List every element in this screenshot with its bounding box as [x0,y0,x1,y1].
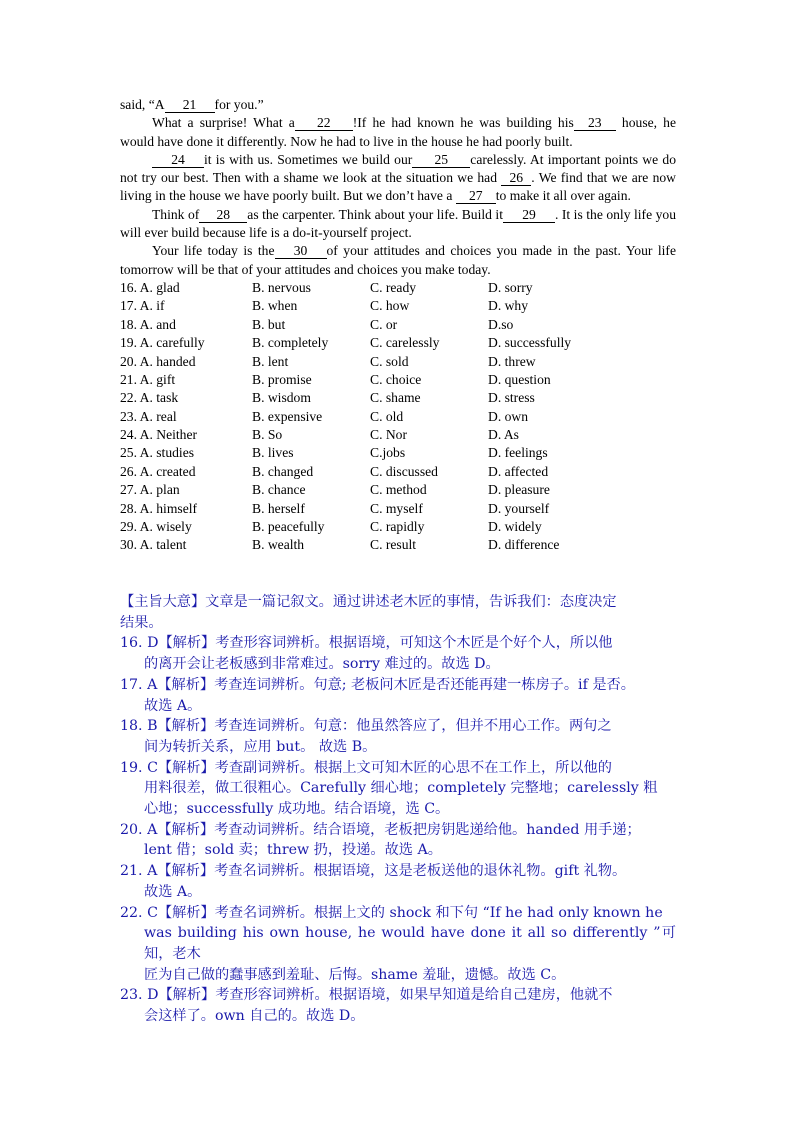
option-c: C. carelessly [370,335,440,351]
option-d: D. why [488,298,529,314]
option-c: C. result [370,537,417,553]
option-d: D. own [488,408,529,424]
option-b: B. but [252,316,286,332]
passage-paragraph-2 [120,151,676,206]
option-b: B. peacefully [252,519,325,535]
text: it is with us. Sometimes we build our [204,151,413,167]
text: for you.” [214,97,264,112]
explanation-18 [120,716,676,757]
option-row [120,279,676,297]
line: 21. A【解析】考查名词辨析。根据语境，这是老板送他的退休礼物。gift 礼物。 [120,863,627,880]
blank-28: 28 [199,208,247,223]
option-row [120,518,676,536]
line: was building his own house, he would have done it all so differently ”可知，老木 [144,925,676,962]
option-row [120,297,676,315]
explanation-20 [120,820,676,861]
option-a: 19. A. carefully [120,335,205,351]
text: . It is the only life you will ever build because life is a do-it-yourself project. [120,206,676,241]
option-row [120,408,676,426]
option-c: C. sold [370,353,409,369]
option-d: D. pleasure [488,482,550,498]
text: said, “A [120,97,165,112]
explanation-23 [120,985,676,1026]
text: What a surprise! What a [152,115,295,131]
passage-paragraph-1 [120,114,676,151]
line: 16. D【解析】考查形容词辨析。根据语境，可知这个木匠是个好个人，所以他 [120,635,613,652]
option-a: 30. A. talent [120,537,187,553]
option-row [120,316,676,334]
option-d: D. successfully [488,335,572,351]
line: 用料很差，做工很粗心。Carefully 细心地；completely 完整地；carelessly 粗 [144,780,658,797]
text: . We find that we are now living in the house we have poorly built. But we don’t have a [120,170,676,204]
line: 间为转折关系，应用 but。 故选 B。 [144,738,377,755]
option-c: C. choice [370,371,422,387]
line: 故选 A。 [144,883,202,900]
blank-22: 22 [295,116,353,131]
option-b: B. So [252,427,283,443]
option-row [120,371,676,389]
text: as the carpenter. Think about your life. Build it [247,206,503,222]
option-b: B. completely [252,335,329,351]
text: !If he had known he was building his [352,115,574,131]
line: 的离开会让老板感到非常难过。sorry 难过的。故选 D。 [144,656,500,673]
option-row [120,481,676,499]
passage [120,96,676,555]
passage-paragraph-4 [120,242,676,279]
blank-24: 24 [152,153,204,168]
option-b: B. wealth [252,537,305,553]
option-d: D. affected [488,463,549,479]
explanations [120,592,676,1027]
option-a: 25. A. studies [120,445,195,461]
option-a: 17. A. if [120,298,165,314]
explanation-17 [120,675,676,716]
line: 心地；successfully 成功地。结合语境，选 C。 [144,801,450,818]
option-a: 29. A. wisely [120,519,192,535]
option-a: 26. A. created [120,463,196,479]
option-d: D. threw [488,353,536,369]
explanation-19 [120,758,676,820]
option-row [120,389,676,407]
line: 22. C【解析】考查名词辨析。根据上文的 shock 和下句 “If he had only known he [120,904,663,921]
line: 17. A【解析】考查连词辨析。句意; 老板问木匠是否还能再建一栋房子。if 是否。 [120,676,635,693]
option-b: B. herself [252,500,305,516]
option-d: D. As [488,427,519,443]
option-d: D. sorry [488,279,533,295]
option-d: D.so [488,316,514,332]
line: 20. A【解析】考查动词辨析。结合语境，老板把房钥匙递给他。handed 用手递； [120,821,641,838]
options-list [120,279,676,555]
option-b: B. chance [252,482,306,498]
option-a: 28. A. himself [120,500,198,516]
option-a: 21. A. gift [120,371,176,387]
option-row [120,500,676,518]
option-a: 24. A. Neither [120,427,198,443]
option-c: C. ready [370,279,417,295]
option-d: D. question [488,371,551,387]
option-row [120,536,676,554]
option-row [120,463,676,481]
option-c: C. method [370,482,427,498]
option-a: 27. A. plan [120,482,180,498]
option-d: D. widely [488,519,542,535]
option-a: 23. A. real [120,408,177,424]
option-c: C. discussed [370,463,438,479]
line: 会这样了。own 自己的。故选 D。 [144,1008,365,1025]
line: 23. D【解析】考查形容词辨析。根据语境，如果早知道是给自己建房，他就不 [120,987,613,1004]
blank-21: 21 [165,98,215,113]
option-b: B. lent [252,353,289,369]
blank-30: 30 [275,244,327,259]
blank-27: 27 [456,189,496,204]
option-c: C. or [370,316,398,332]
explanation-16 [120,633,676,674]
option-d: D. difference [488,537,560,553]
option-b: B. nervous [252,279,311,295]
explanation-21 [120,861,676,902]
text: Your life today is the [152,243,275,259]
option-c: C. rapidly [370,519,425,535]
option-a: 18. A. and [120,316,176,332]
blank-29: 29 [503,208,555,223]
explanation-22 [120,903,676,986]
option-b: B. changed [252,463,314,479]
line: 【主旨大意】文章是一篇记叙文。通过讲述老木匠的事情，告诉我们：态度决定 [120,594,617,610]
option-c: C. how [370,298,410,314]
option-c: C. Nor [370,427,408,443]
option-a: 16. A. glad [120,279,180,295]
line: lent 借；sold 卖；threw 扔，投递。故选 A。 [144,842,442,859]
option-row [120,444,676,462]
option-row [120,426,676,444]
text: house, he would have done it differently. Now he had to live in the house he had poorly built. [120,115,676,149]
option-d: D. feelings [488,445,548,461]
blank-26: 26 [501,171,531,186]
option-row [120,353,676,371]
line: 18. B【解析】考查连词辨析。句意：他虽然答应了，但并不用心工作。两句之 [120,718,612,735]
main-idea [120,592,676,633]
line: 结果。 [120,614,163,631]
passage-line-0 [120,96,676,114]
blank-23: 23 [574,116,616,131]
text: Think of [152,206,200,222]
option-b: B. expensive [252,408,323,424]
option-b: B. lives [252,445,294,461]
option-c: C. shame [370,390,421,406]
option-b: B. wisdom [252,390,311,406]
line: 19. C【解析】考查副词辨析。根据上文可知木匠的心思不在工作上，所以他的 [120,759,612,776]
option-row [120,334,676,352]
option-b: B. when [252,298,298,314]
option-a: 22. A. task [120,390,179,406]
option-b: B. promise [252,371,312,387]
option-a: 20. A. handed [120,353,196,369]
text: to make it all over again. [495,188,631,204]
line: 匠为自己做的蠢事感到羞耻、后悔。shame 羞耻，遗憾。故选 C。 [144,966,566,983]
option-d: D. stress [488,390,535,406]
option-d: D. yourself [488,500,550,516]
option-c: C. myself [370,500,423,516]
option-c: C. old [370,408,404,424]
text: carelessly. At important points we do not try our best. Then with a shame we look at the situation we had [120,151,676,186]
passage-paragraph-3 [120,206,676,243]
blank-25: 25 [412,153,470,168]
line: 故选 A。 [144,697,202,714]
option-c: C.jobs [370,445,406,461]
text: of your attitudes and choices you made in the past. Your life tomorrow will be that of your attitudes and choices you make today. [120,243,676,277]
